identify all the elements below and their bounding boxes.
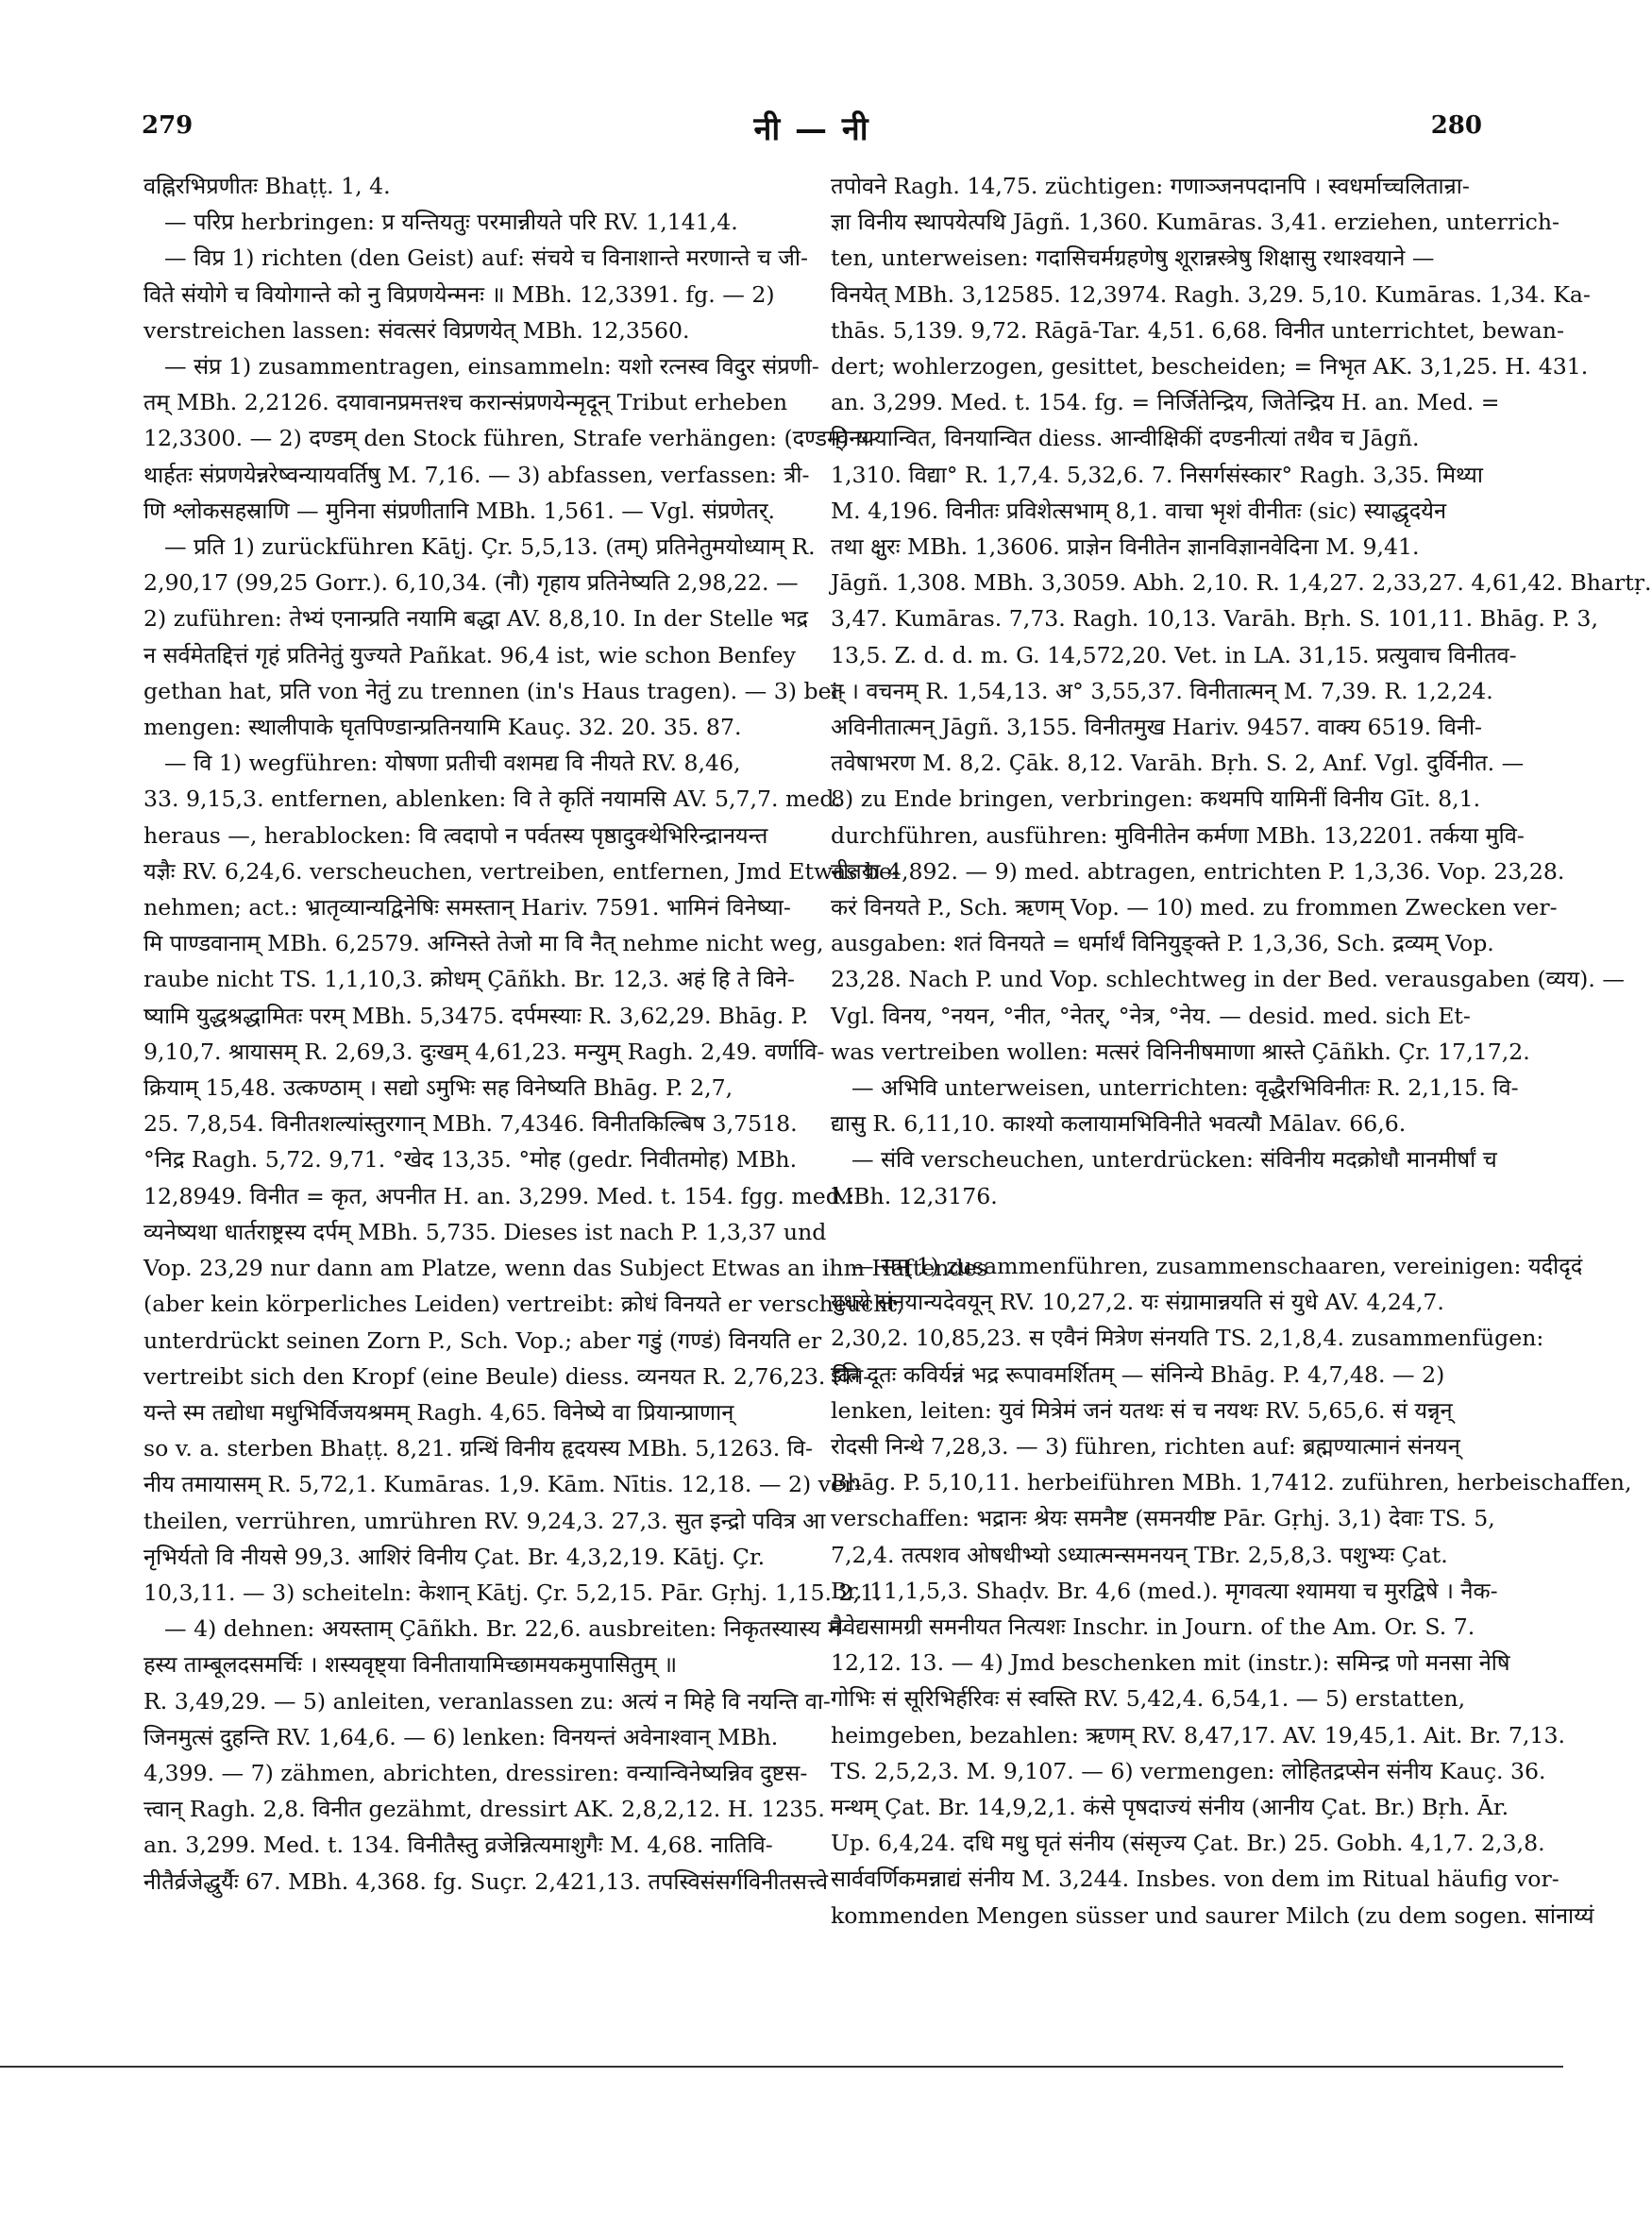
text-line: 4,399. — 7) zähmen, abrichten, dressiren: वन्यान्विनेष्यन्निव दुष्टस- (143, 1759, 808, 1786)
text-line: गोभिः सं सूरिभिर्हरिवः सं स्वस्ति RV. 5,42,4. 6,54,1. — 5) erstatten, (831, 1685, 1466, 1713)
text-line: raube nicht TS. 1,1,10,3. क्रोधम् Çāñkh. Br. 12,3. अहं हि ते विने- (143, 966, 795, 993)
page-header (142, 111, 1482, 159)
text-line: 33. 9,15,3. entfernen, ablenken: वि ते कृतिं नयामसि AV. 5,7,7. med. (143, 786, 841, 813)
text-line: 9,10,7. श्रायासम् R. 2,69,3. दुःखम् 4,61,23. मन्युम् Ragh. 2,49. वर्णावि- (143, 1038, 825, 1065)
text-line: 12,3300. — 2) दण्डम् den Stock führen, Strafe verhängen: (दण्डम्) य- (143, 425, 877, 452)
text-line: vertreibt sich den Kropf (eine Beule) diess. व्यनयत R. 2,76,23. विन- (143, 1362, 871, 1390)
text-line: R. 3,49,29. — 5) anleiten, veranlassen zu: अत्यं न मिहे वि नयन्ति वा- (143, 1687, 831, 1715)
text-line: विनययान्वित, विनयान्वित diess. आन्वीक्षिकीं दण्डनीत्यां तथैव च Jāgñ. (831, 425, 1420, 452)
text-line: — सम् 1) zusammenführen, zusammenschaaren, vereinigen: यदीदृदं (851, 1252, 1583, 1279)
page-number-left: 279 (142, 111, 194, 140)
text-line: — विप्र 1) richten (den Geist) auf: संचये च विनाशान्ते मरणान्ते च जी- (164, 245, 809, 272)
text-line: तवेषाभरण M. 8,2. Çāk. 8,12. Varāh. Bṛh. S. 2, Anf. Vgl. दुर्विनीत. — (831, 750, 1525, 777)
text-line: verschaffen: भद्रानः श्रेयः समनैष्ट (समनयीष्ट Pār. Gṛhj. 3,1) देवाः TS. 5, (831, 1505, 1495, 1532)
text-line: अविनीतात्मन् Jāgñ. 3,155. विनीतमुख Hariv. 9457. वाक्य 6519. विनी- (831, 714, 1483, 741)
text-line: मन्थम् Çat. Br. 14,9,2,1. कंसे पृषदाज्यं संनीय (आनीय Çat. Br.) Bṛh. Ār. (831, 1793, 1509, 1820)
text-line: नीतैर्व्रजेद्धुर्यैः 67. MBh. 4,368. fg. Suçr. 2,421,13. तपस्विसंसर्गविनीतसत्त्वे (143, 1867, 828, 1895)
text-line: तथा क्षुरः MBh. 1,3606. प्राज्ञेन विनीतेन ज्ञानविज्ञानवेदिना M. 9,41. (831, 533, 1420, 561)
text-line: विते संयोगे च वियोगान्ते को नु विप्रणयेन्मनः ॥ MBh. 12,3391. fg. — 2) (143, 280, 775, 308)
text-line: unterdrückt seinen Zorn P., Sch. Vop.; aber गडुं (गण्डं) विनयति er (143, 1326, 822, 1354)
text-line: न सर्वमेतद्दित्तं गृहं प्रतिनेतुं युज्यते Pañkat. 96,4 ist, wie schon Benfey (143, 641, 796, 668)
text-line: — प्रति 1) zurückführen Kāṭj. Çr. 5,5,13. (तम्) प्रतिनेतुमयोध्याम् R. (164, 533, 816, 561)
text-line: Vop. 23,29 nur dann am Platze, wenn das Subject Etwas an ihm Haftendes (143, 1255, 988, 1282)
text-line: nehmen; act.: भ्रातृव्यान्यद्विनेषिः समस्तान् Hariv. 7591. भामिनं विनेष्या- (143, 894, 791, 921)
text-line: विनयेत् MBh. 3,12585. 12,3974. Ragh. 3,29. 5,10. Kumāras. 1,34. Ka- (831, 280, 1591, 308)
text-line: an. 3,299. Med. t. 154. fg. = निर्जितेन्द्रिय, जितेन्द्रिय H. an. Med. = (831, 389, 1500, 416)
text-line: रोदसी निन्थे 7,28,3. — 3) führen, richten auf: ब्रह्मण्यात्मानं संनयन् (831, 1432, 1460, 1460)
text-line: 2,90,17 (99,25 Gorr.). 6,10,34. (नौ) गृहाय प्रतिनेष्यति 2,98,22. — (143, 569, 799, 597)
text-line: इति दूतः कविर्यन्नं भद्र रूपावमर्शितम् — संनिन्ये Bhāg. P. 4,7,48. — 2) (831, 1360, 1445, 1388)
text-line: an. 3,299. Med. t. 134. विनीतैस्तु व्रजेन्नित्यमाशुगैः M. 4,68. नातिवि- (143, 1832, 773, 1859)
text-line: तम् MBh. 2,2126. दयावानप्रमत्तश्च करान्संप्रणयेन्मृदून् Tribut erheben (143, 389, 788, 416)
running-head: नी — नी (753, 110, 870, 148)
text-line: जिनमुत्सं दुहन्ति RV. 1,64,6. — 6) lenken: विनयन्तं अवेनाश्वान् MBh. (143, 1723, 779, 1750)
text-line: — संप्र 1) zusammentragen, einsammeln: यशो रत्नस्व विदुर संप्रणी- (164, 353, 819, 380)
text-line: 13,5. Z. d. d. m. G. 14,572,20. Vet. in LA. 31,15. प्रत्युवाच विनीतव- (831, 641, 1517, 668)
text-line: नीतया 4,892. — 9) med. abtragen, entrichten P. 1,3,36. Vop. 23,28. (831, 857, 1565, 885)
text-line (831, 1214, 1473, 1248)
text-line: 12,12. 13. — 4) Jmd beschenken mit (instr.): समिन्द्र णो मनसा नेषि (831, 1649, 1510, 1677)
text-line: व्यनेष्यथा धार्तराष्ट्रस्य दर्पम् MBh. 5,735. Dieses ist nach P. 1,3,37 und (143, 1218, 827, 1245)
text-line: यज्ञैः RV. 6,24,6. verscheuchen, vertreiben, entfernen, Jmd Etwas be- (143, 857, 900, 885)
text-line: Jāgñ. 1,308. MBh. 3,3059. Abh. 2,10. R. 1,4,27. 2,33,27. 4,61,42. Bhartṛ. (831, 569, 1652, 597)
text-line: °निद्र Ragh. 5,72. 9,71. °खेद 13,35. °मोह (gedr. निवीतमोह) MBh. (143, 1146, 798, 1174)
text-line: त् । वचनम् R. 1,54,13. अ° 3,55,37. विनीतात्मन् M. 7,39. R. 1,2,24. (831, 677, 1493, 704)
text-line: 1,310. विद्या° R. 1,7,4. 5,32,6. 7. निसर्गसंस्कार° Ragh. 3,35. मिथ्या (831, 461, 1483, 488)
text-line: durchführen, ausführen: मुविनीतेन कर्मणा MBh. 13,2201. तर्कया मुवि- (831, 821, 1525, 849)
text-line: तपोवने Ragh. 14,75. züchtigen: गणाञ्जनपदानपि । स्वधर्माच्चलितान्रा- (831, 173, 1470, 199)
text-line: M. 4,196. विनीतः प्रविशेत्सभाम् 8,1. वाचा भृशं वीनीतः (sic) स्याद्धृदयेन (831, 497, 1447, 524)
text-line: वह्निरभिप्रणीतः Bhaṭṭ. 1, 4. (143, 173, 391, 199)
text-line: युधये संनयान्यदेवयून् RV. 10,27,2. यः संग्रामान्नयति सं युधे AV. 4,24,7. (831, 1289, 1444, 1316)
text-line: Bhāg. P. 5,10,11. herbeiführen MBh. 1,7412. zuführen, herbeischaffen, (831, 1469, 1632, 1496)
text-line: gethan hat, प्रति von नेतुं zu trennen (in's Haus tragen). — 3) bei- (143, 677, 847, 704)
text-line: — वि 1) wegführen: योषणा प्रतीची वशमद्य वि नीयते RV. 8,46, (164, 750, 741, 777)
text-line: heraus —, herablocken: वि त्वदापो न पर्वतस्य पृष्ठादुक्थेभिरिन्द्रानयन्त (143, 821, 768, 849)
text-line: 23,28. Nach P. und Vop. schlechtweg in der Bed. verausgaben (व्यय). — (831, 966, 1625, 993)
page-number-right: 280 (1430, 111, 1482, 140)
text-line: verstreichen lassen: संवत्सरं विप्रणयेत् MBh. 12,3560. (143, 316, 690, 344)
text-line: 3,47. Kumāras. 7,73. Ragh. 10,13. Varāh. Bṛh. S. 101,11. Bhāg. P. 3, (831, 605, 1598, 633)
text-line: ज्ञा विनीय स्थापयेत्पथि Jāgñ. 1,360. Kumāras. 3,41. erziehen, unterrich- (831, 209, 1560, 236)
text-line: — 4) dehnen: अयस्ताम् Çāñkh. Br. 22,6. ausbreiten: निकृतस्यास्य म- (164, 1615, 849, 1643)
text-line: (aber kein körperliches Leiden) vertreibt: क्रोधं विनयते er verscheucht, (143, 1291, 904, 1318)
text-line: ten, unterweisen: गदासिचर्मग्रहणेषु शूरान्नस्त्रेषु शिक्षासु रथाश्वयाने — (831, 245, 1435, 272)
text-line: थार्हतः संप्रणयेन्नरेष्वन्यायवर्तिषु M. 7,16. — 3) abfassen, verfassen: त्री- (143, 461, 810, 488)
text-line: theilen, verrühren, umrühren RV. 9,24,3. 27,3. सुत इन्द्रो पवित्र आ (143, 1507, 826, 1534)
text-line: MBh. 12,3176. (831, 1182, 998, 1209)
text-line: ausgaben: शतं विनयते = धर्मार्थं विनियुङ्क्ते P. 1,3,36, Sch. द्रव्यम् Vop. (831, 930, 1494, 957)
text-line: णि श्लोकसहस्राणि — मुनिना संप्रणीतानि MBh. 1,561. — Vgl. संप्रणेतर्. (143, 497, 776, 524)
text-line: त्त्वान् Ragh. 2,8. विनीत gezähmt, dressirt AK. 2,8,2,12. H. 1235. (143, 1796, 825, 1823)
text-line: 25. 7,8,54. विनीतशल्यांस्तुरगान् MBh. 7,4346. विनीतकिल्बिष 3,7518. (143, 1110, 798, 1138)
text-line: 12,8949. विनीत = कृत, अपनीत H. an. 3,299. Med. t. 154. fgg. med.: (143, 1182, 855, 1209)
text-line: 10,3,11. — 3) scheiteln: केशान् Kāṭj. Çr. 5,2,15. Pār. Gṛhj. 1,15. 2,1. (143, 1579, 882, 1606)
text-line: हस्य ताम्बूलदसमर्चिः । शस्यवृष्ट्या विनीतायामिच्छामयकमुपासितुम् ॥ (143, 1651, 678, 1679)
text-line: नृभिर्यतो वि नीयसे 99,3. आशिरं विनीय Çat. Br. 4,3,2,19. Kāṭj. Çr. (143, 1543, 766, 1570)
text-line: Br. 11,1,5,3. Shaḍv. Br. 4,6 (med.). मृगवत्या श्यामया च मुरद्विषे । नैक- (831, 1577, 1498, 1604)
text-line: ष्यामि युद्धश्रद्धामितः परम् MBh. 5,3475. दर्पमस्याः R. 3,62,29. Bhāg. P. (143, 1002, 809, 1029)
text-line: dert; wohlerzogen, gesittet, bescheiden; = निभृत AK. 3,1,25. H. 431. (831, 353, 1589, 380)
text-line: द्यासु R. 6,11,10. काश्यो कलायामभिविनीते भवत्यौ Mālav. 66,6. (831, 1110, 1407, 1138)
text-line: mengen: स्थालीपाके घृतपिण्डान्प्रतिनयामि Kauç. 32. 20. 35. 87. (143, 714, 742, 741)
text-line: मि पाण्डवानाम् MBh. 6,2579. अग्निस्ते तेजो मा वि नैत् nehme nicht weg, (143, 930, 824, 957)
bottom-rule (0, 2066, 1563, 2068)
text-line: 2) zuführen: तेभ्यं एनान्प्रति नयामि बद्धा AV. 8,8,10. In der Stelle भद्र (143, 605, 808, 633)
text-line: सार्ववर्णिकमन्नाद्यं संनीय M. 3,244. Insbes. von dem im Ritual häufig vor- (831, 1866, 1559, 1893)
text-line: 7,2,4. तत्पशव ओषधीभ्यो ऽध्यात्मन्समनयन् TBr. 2,5,8,3. पशुभ्यः Çat. (831, 1541, 1448, 1568)
text-line: lenken, leiten: युवं मित्रेमं जनं यतथः सं च नयथः RV. 5,65,6. सं यन्नृन् (831, 1396, 1453, 1424)
text-line: नीय तमायासम् R. 5,72,1. Kumāras. 1,9. Kām. Nītis. 12,18. — 2) ver- (143, 1471, 863, 1498)
text-line: kommenden Mengen süsser und saurer Milch (zu dem sogen. सांनाय्यं (831, 1901, 1594, 1929)
text-line: thās. 5,139. 9,72. Rāgā-Tar. 4,51. 6,68. विनीत unterrichtet, bewan- (831, 316, 1564, 344)
text-line: — अभिवि unterweisen, unterrichten: वृद्धैरभिविनीतः R. 2,1,15. वि- (851, 1074, 1519, 1102)
text-line: TS. 2,5,2,3. M. 9,107. — 6) vermengen: लोहितद्रप्सेन संनीय Kauç. 36. (831, 1757, 1546, 1784)
text-line: नैवेद्यसामग्री समनीयत नित्यशः Inschr. in Journ. of the Am. Or. S. 7. (831, 1613, 1475, 1640)
text-line: क्रियाम् 15,48. उत्कण्ठाम् । सद्यो ऽमुभिः सह विनेष्यति Bhāg. P. 2,7, (143, 1074, 733, 1102)
text-line: — परिप्र herbringen: प्र यन्तियतुः परमान्नीयते परि RV. 1,141,4. (164, 209, 738, 236)
text-line: Vgl. विनय, °नयन, °नीत, °नेतर्, °नेत्र, °नेय. — desid. med. sich Et- (831, 1002, 1471, 1029)
text-line: was vertreiben wollen: मत्सरं विनिनीषमाणा श्रास्ते Çāñkh. Çr. 17,17,2. (831, 1038, 1530, 1065)
text-line: यन्ते स्म तद्योधा मधुभिर्विजयश्रमम् Ragh. 4,65. विनेष्ये वा प्रियान्प्राणान् (143, 1398, 734, 1426)
text-line: 8) zu Ende bringen, verbringen: कथमपि यामिनीं विनीय Gīt. 8,1. (831, 786, 1481, 813)
text-line: 2,30,2. 10,85,23. स एवैनं मित्रेण संनयति TS. 2,1,8,4. zusammenfügen: (831, 1325, 1544, 1352)
right-column (831, 168, 1652, 2037)
text-line: — संवि verscheuchen, unterdrücken: संविनीय मदक्रोधौ मानमीर्षां च (851, 1146, 1497, 1174)
text-line: Up. 6,4,24. दधि मधु घृतं संनीय (संसृज्य Çat. Br.) 25. Gobh. 4,1,7. 2,3,8. (831, 1830, 1545, 1857)
text-line: heimgeben, bezahlen: ऋणम् RV. 8,47,17. AV. 19,45,1. Ait. Br. 7,13. (831, 1721, 1565, 1748)
text-line: so v. a. sterben Bhaṭṭ. 8,21. ग्रन्थिं विनीय हृदयस्य MBh. 5,1263. वि- (143, 1435, 814, 1462)
text-line: करं विनयते P., Sch. ऋणम् Vop. — 10) med. zu frommen Zwecken ver- (831, 894, 1558, 921)
